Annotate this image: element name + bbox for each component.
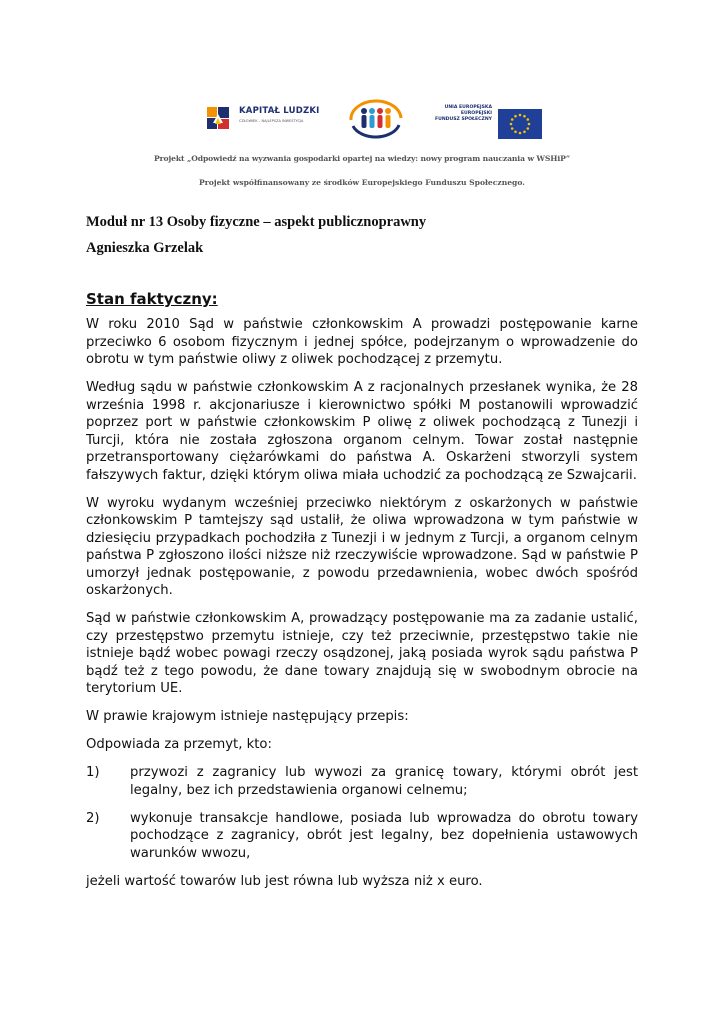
document-body (86, 316, 638, 901)
paragraph: Odpowiada za przemyt, kto: (86, 737, 272, 752)
module-title: Moduł nr 13 Osoby fizyczne – aspekt publicznoprawny (86, 214, 427, 230)
paragraph: W roku 2010 Sąd w państwie członkowskim A prowadzi postępowanie karne przeciwko 6 osobom fizycznym i jednej spółce, podejrzanym o wprowadzenie do obrotu w tym państwie oliwy z oliwek pochodzącej z przemytu. (86, 317, 638, 367)
kapital-ludzki-mark-icon (205, 104, 231, 132)
list-item-text: wykonuje transakcje handlowe, posiada lub wprowadza do obrotu towary pochodzące z zagranicy, obrót jest legalny, bez dopełnienia ustawowych warunków wwozu, (130, 810, 638, 861)
paragraph: Sąd w państwie członkowskim A, prowadzący postępowanie ma za zadanie ustalić, czy przestępstwo przemytu istnieje, czy też przeciwnie, przestępstwo takie nie istnieje bądź wobec powagi rzeczy osądzonej, jaką posiada wyrok sądu państwa P bądź też z tego powodu, że dane towary znajdują się w swobodnym obrocie na terytorium UE. (86, 611, 638, 696)
paragraph: W prawie krajowym istnieje następujący przepis: (86, 709, 409, 724)
list-item-text: przywozi z zagranicy lub wywozi za granicę towary, którymi obrót jest legalny, bez ich przedstawienia organowi celnemu; (130, 765, 638, 798)
project-funding-line: Projekt współfinansowany ze środków Europejskiego Funduszu Społecznego. (199, 178, 525, 187)
kapital-ludzki-subtitle: CZŁOWIEK – NAJLEPSZA INWESTYCJA (239, 119, 304, 123)
author-name: Agnieszka Grzelak (86, 240, 204, 256)
eu-flag-icon (498, 109, 542, 139)
eu-logo-text (426, 105, 492, 123)
kapital-ludzki-title: KAPITAŁ LUDZKI (239, 106, 320, 116)
list-item-number: 1) (86, 765, 100, 780)
list-item-number: 2) (86, 810, 100, 826)
eu-text-line2: EUROPEJSKI (460, 111, 492, 116)
project-title-line: Projekt „Odpowiedź na wyzwania gospodarki opartej na wiedzy: nowy program nauczania w WSHiP” (153, 154, 570, 163)
list-item (86, 764, 638, 799)
closing-paragraph: jeżeli wartość towarów lub jest równa lub wyższa niż x euro. (86, 873, 483, 889)
eu-text-line1: UNIA EUROPEJSKA (444, 105, 492, 110)
paragraph: W wyroku wydanym wcześniej przeciwko niektórym z oskarżonych w państwie członkowskim P tamtejszy sąd ustalił, że oliwa wprowadzona w tym państwie w dziesięciu przypadkach pochodziła z Tunezji i w jednym z Turcji, a organom celnym państwa P zgłoszono ilości niższe niż rzeczywiście wprowadzone. Sąd w państwie P umorzył jednak postępowanie, z powodu przedawnienia, wobec dwóch spośród oskarżonych. (86, 495, 638, 598)
list-item (86, 810, 638, 863)
eu-text-line3: FUNDUSZ SPOŁECZNY (434, 117, 492, 122)
paragraph: Według sądu w państwie członkowskim A z racjonalnych przesłanek wynika, że 28 września 1998 r. akcjonariusze i kierownictwo spółki M postanowili wprowadzić poprzez port w państwie członkowskim P oliwę z oliwek pochodzącą z Tunezji i Turcji, która nie została zgłoszona organom celnym. Towar został następnie przetransportowany ciężarówkami do państwa A. Oskarżeni stworzyli system fałszywych faktur, dzięki którym oliwa miała uchodzić za pochodzącą ze Szwajcarii. (86, 380, 638, 483)
header-banner (195, 96, 595, 146)
kapital-ludzki-logo (205, 102, 325, 136)
people-circle-logo-icon (345, 98, 407, 142)
section-heading: Stan faktyczny: (86, 290, 218, 308)
